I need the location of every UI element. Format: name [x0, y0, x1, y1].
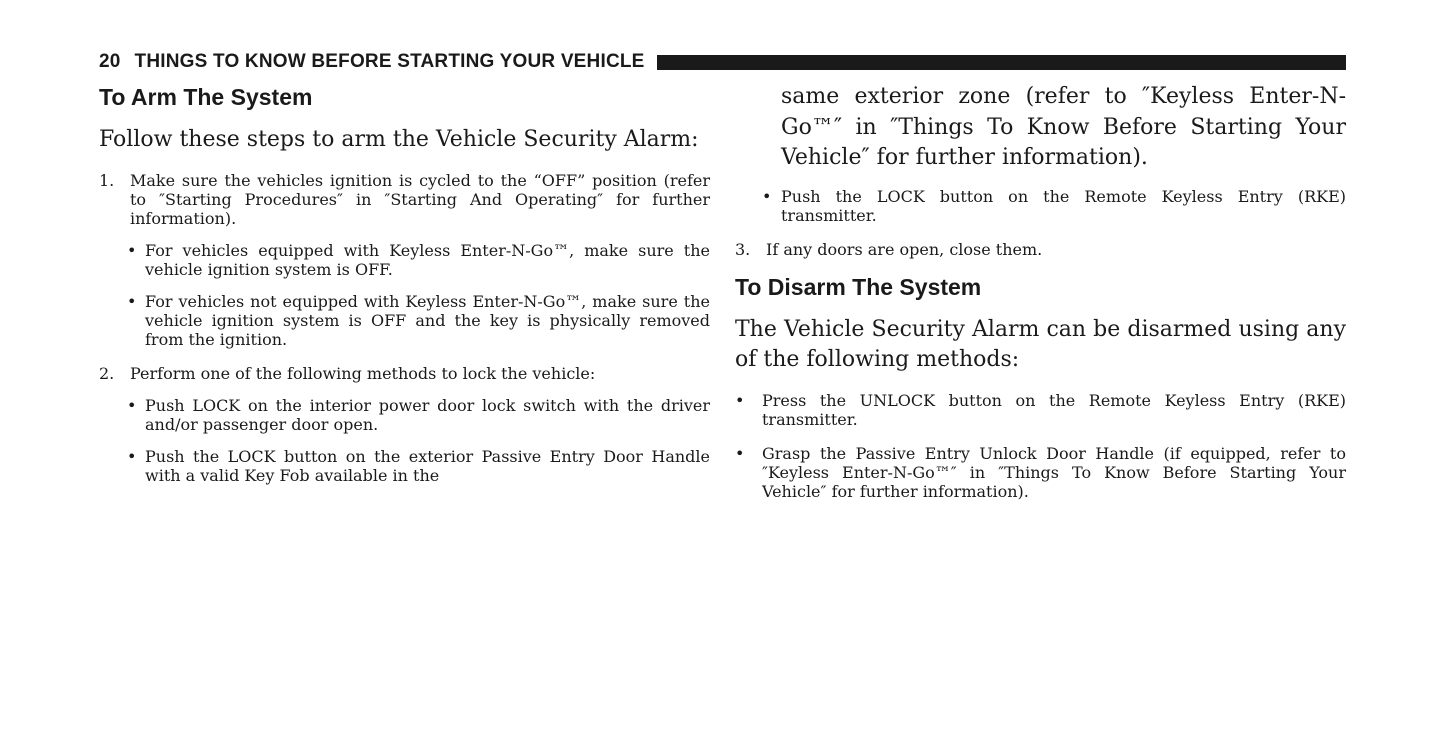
- bullet-icon: •: [127, 446, 137, 466]
- header-rule: [657, 55, 1346, 70]
- bullet-icon: •: [735, 443, 745, 463]
- step-number: 2.: [99, 363, 115, 383]
- bullet-text: Push LOCK on the interior power door lock switch with the driver and/or passenger door open.: [145, 395, 710, 434]
- step-text: Perform one of the following methods to lock the vehicle:: [130, 363, 596, 383]
- disarm-heading: To Disarm The System: [735, 273, 982, 300]
- step-text: Make sure the vehicles ignition is cycled to the “OFF” position (refer to ″Starting Procedures″ in ″Starting And Operating″ for further information).: [130, 170, 710, 228]
- arm-step-2-bullet-1: [127, 396, 710, 434]
- continued-text: same exterior zone (refer to ″Keyless Enter-N-Go™″ in ″Things To Know Before Starting Your Vehicle″ for further information).: [781, 84, 1346, 170]
- bullet-text: For vehicles equipped with Keyless Enter-N-Go™, make sure the vehicle ignition system is OFF.: [145, 240, 710, 279]
- arm-step-1: [99, 171, 710, 228]
- bullet-icon: •: [762, 186, 772, 206]
- left-column: [99, 82, 710, 485]
- arm-step-2-bullet-2: [127, 447, 710, 485]
- bullet-text: For vehicles not equipped with Keyless Enter-N-Go™, make sure the vehicle ignition system is OFF and the key is physically removed from the ignition.: [145, 291, 710, 349]
- bullet-text: Push the LOCK button on the exterior Passive Entry Door Handle with a valid Key Fob available in the: [145, 446, 710, 485]
- bullet-text: Press the UNLOCK button on the Remote Keyless Entry (RKE) transmitter.: [762, 390, 1346, 429]
- disarm-intro: The Vehicle Security Alarm can be disarmed using any of the following methods:: [735, 316, 1346, 372]
- bullet-text: Grasp the Passive Entry Unlock Door Handle (if equipped, refer to ″Keyless Enter-N-Go™″ in ″Things To Know Before Starting Your Vehicle″ for further information).: [762, 443, 1346, 501]
- arm-step-3: [735, 240, 1346, 259]
- arm-step-2: [99, 364, 710, 383]
- right-column: [735, 82, 1346, 501]
- arm-step-2-bullet-3: [735, 187, 1346, 225]
- running-header: [99, 50, 1346, 74]
- step-text: If any doors are open, close them.: [766, 239, 1043, 259]
- arm-step-2-bullet-2-continued: [735, 82, 1346, 174]
- arm-step-1-bullet-2: [127, 292, 710, 349]
- arm-step-1-bullet-1: [127, 241, 710, 279]
- arm-heading: To Arm The System: [99, 84, 313, 110]
- bullet-text: Push the LOCK button on the Remote Keyless Entry (RKE) transmitter.: [781, 186, 1346, 225]
- step-number: 3.: [735, 239, 751, 259]
- disarm-bullet-2: [735, 444, 1346, 501]
- bullet-icon: •: [127, 395, 137, 415]
- bullet-icon: •: [127, 291, 137, 311]
- bullet-icon: •: [127, 240, 137, 260]
- header-title: THINGS TO KNOW BEFORE STARTING YOUR VEHICLE: [134, 51, 645, 72]
- arm-intro: Follow these steps to arm the Vehicle Security Alarm:: [99, 127, 699, 152]
- bullet-icon: •: [735, 390, 745, 410]
- step-number: 1.: [99, 170, 115, 190]
- disarm-bullet-1: [735, 391, 1346, 429]
- page-number: 20: [99, 51, 121, 72]
